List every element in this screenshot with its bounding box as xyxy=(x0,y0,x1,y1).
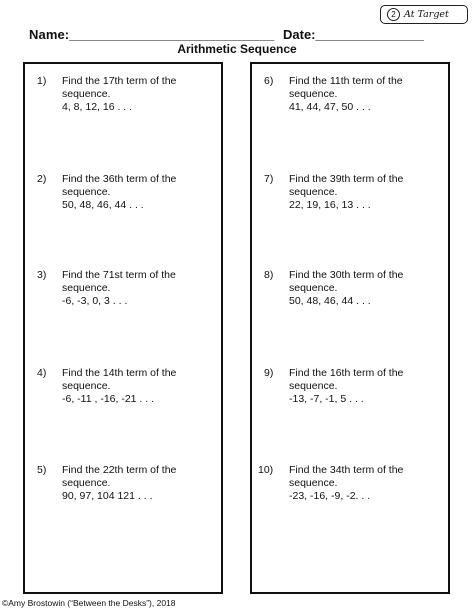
name-field-line: Name:____________________________ xyxy=(29,27,275,42)
problem-prompt: Find the 16th term of the xyxy=(289,367,404,379)
copyright-footer: ©Amy Brostowin (“Between the Desks”), 2018 xyxy=(2,598,176,608)
problem-sequence: 22, 19, 16, 13 . . . xyxy=(289,199,371,211)
problem-number: 3) xyxy=(37,269,47,281)
problem-sequence: 41, 44, 47, 50 . . . xyxy=(289,101,371,113)
problem-column-left xyxy=(23,62,223,594)
problem-prompt: Find the 30th term of the xyxy=(289,269,404,281)
date-field-line: Date:_______________ xyxy=(283,27,424,42)
problem-number: 6) xyxy=(264,75,274,87)
problem-prompt-cont: sequence. xyxy=(62,477,111,489)
problem-number: 8) xyxy=(264,269,274,281)
problem-prompt-cont: sequence. xyxy=(289,380,338,392)
problem-prompt: Find the 22th term of the xyxy=(62,464,177,476)
problem-prompt: Find the 36th term of the xyxy=(62,173,177,185)
problem-column-right xyxy=(250,62,450,594)
problem-prompt-cont: sequence. xyxy=(289,186,338,198)
problem-prompt-cont: sequence. xyxy=(289,88,338,100)
problem-prompt-cont: sequence. xyxy=(289,282,338,294)
problem-sequence: 90, 97, 104 121 . . . xyxy=(62,490,153,502)
problem-number: 7) xyxy=(264,173,274,185)
problem-sequence: 50, 48, 46, 44 . . . xyxy=(62,199,144,211)
level-badge xyxy=(380,5,468,24)
problem-prompt: Find the 71st term of the xyxy=(62,269,176,281)
problem-prompt-cont: sequence. xyxy=(62,380,111,392)
problem-number: 1) xyxy=(37,75,47,87)
problem-number: 9) xyxy=(264,367,274,379)
problem-prompt-cont: sequence. xyxy=(62,282,111,294)
problem-number: 4) xyxy=(37,367,47,379)
problem-number: 2) xyxy=(37,173,47,185)
level-number-circle: 2 xyxy=(387,8,400,21)
problem-sequence: -23, -16, -9, -2. . . xyxy=(289,490,371,502)
problem-number: 10) xyxy=(258,464,274,476)
problem-sequence: -13, -7, -1, 5 . . . xyxy=(289,393,364,405)
problem-number: 5) xyxy=(37,464,47,476)
problem-prompt: Find the 34th term of the xyxy=(289,464,404,476)
problem-prompt-cont: sequence. xyxy=(289,477,338,489)
problem-prompt: Find the 14th term of the xyxy=(62,367,177,379)
problem-prompt-cont: sequence. xyxy=(62,88,111,100)
level-label: At Target xyxy=(404,9,449,20)
problem-prompt: Find the 39th term of the xyxy=(289,173,404,185)
problem-sequence: -6, -3, 0, 3 . . . xyxy=(62,295,128,307)
problem-prompt: Find the 11th term of the xyxy=(289,75,403,87)
problem-sequence: -6, -11 , -16, -21 . . . xyxy=(62,393,155,405)
worksheet-title: Arithmetic Sequence xyxy=(177,42,297,56)
problem-sequence: 4, 8, 12, 16 . . . xyxy=(62,101,133,113)
problem-prompt: Find the 17th term of the xyxy=(62,75,177,87)
problem-prompt-cont: sequence. xyxy=(62,186,111,198)
problem-sequence: 50, 48, 46, 44 . . . xyxy=(289,295,371,307)
